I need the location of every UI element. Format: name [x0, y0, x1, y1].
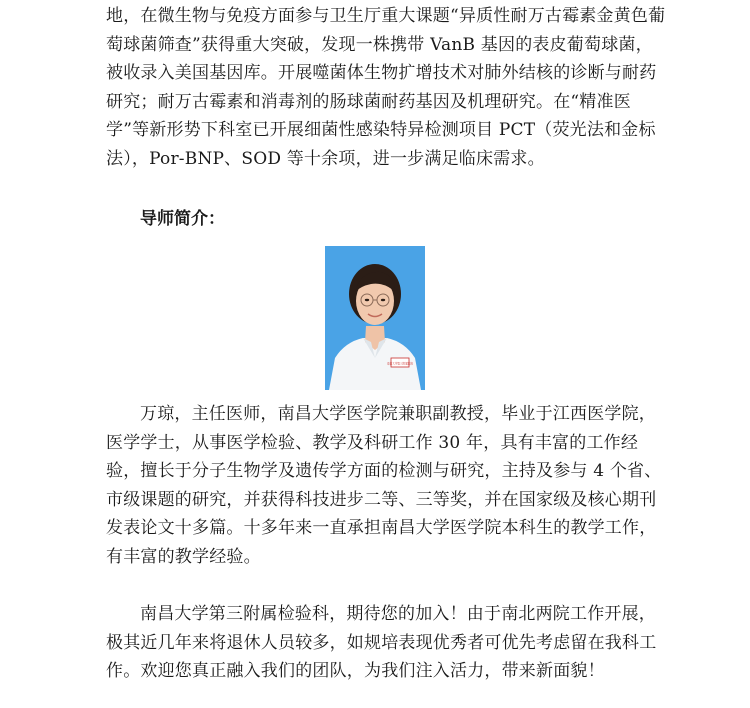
intro-paragraph: 地，在微生物与免疫方面参与卫生厅重大课题“异质性耐万古霉素金黄色葡萄球菌筛查”获得重大突破，发现一株携带 VanB 基因的表皮葡萄球菌，被收录入美国基因库。开展噬菌体生物扩增技术对肺外结核的诊断与耐药研究；耐万古霉素和消毒剂的肠球菌耐药基因及机理研究。在“精准医学”等新形势下科室已开展细菌性感染特异检测项目 PCT（荧光法和金标法），Por-BNP、SOD 等十余项，进一步满足临床需求。 [106, 6, 666, 169]
mentor-photo [325, 246, 425, 390]
mentor-portrait-image [325, 246, 425, 390]
closing-paragraph: 南昌大学第三附属检验科，期待您的加入！由于南北两院工作开展，极其近几年来将退休人员较多，如规培表现优秀者可优先考虑留在我科工作。欢迎您真正融入我们的团队，为我们注入活力，带来新面貌！ [106, 604, 657, 681]
mentor-bio-paragraph: 万琼，主任医师，南昌大学医学院兼职副教授，毕业于江西医学院，医学学士，从事医学检验、教学及科研工作 30 年，具有丰富的工作经验，擅长于分子生物学及遗传学方面的检测与研究，主持及参与 4 个省、市级课题的研究，并获得科技进步二等、三等奖，并在国家级及核心期刊发表论文十多篇。十多年来一直承担南昌大学医学院本科生的教学工作，有丰富的教学经验。 [106, 404, 662, 567]
svg-text:南昌大学第三附属医院: 南昌大学第三附属医院 [387, 362, 413, 366]
section-heading: 导师简介： [140, 209, 225, 229]
